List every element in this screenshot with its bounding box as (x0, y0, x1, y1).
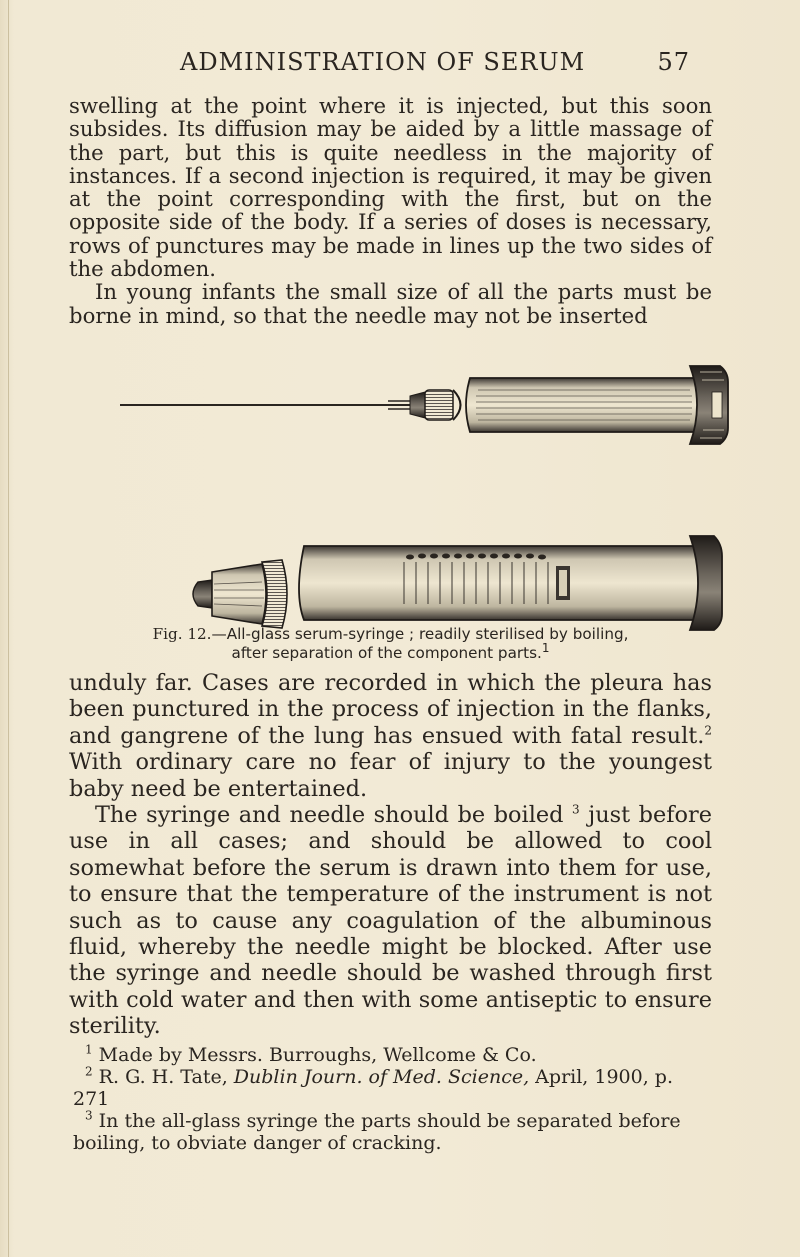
paragraph: swelling at the point where it is injected, but this soon subsides. Its diffusion may be aided by a little massage of the part, but this is quite needless in the majority of instances. If a second injection is required, it may be given at the point corresponding with the first, but on the opposite side of the body. If a series of doses is necessary, rows of punctures may be made in lines up the two sides of the abdomen. (69, 93, 712, 282)
syringe-barrel-drawing (466, 366, 728, 444)
body-text-bottom (69, 670, 712, 1040)
paragraph: The syringe and needle should be boiled $^3$ just before use in all cases; and should be allowed to cool somewhat before the serum is drawn into them for use, to ensure that the temperature of the instrument is not such as to cause any coagulation of the albuminous fluid, whereby the needle might be blocked. After use the syringe and needle should be washed through first with cold water and then with some antiseptic to ensure sterility. (69, 802, 712, 1040)
running-title: ADMINISTRATION OF SERUM (180, 48, 586, 76)
plunger-tip-drawing (193, 560, 287, 628)
paragraph: In young infants the small size of all the parts must be borne in mind, so that the needle may not be inserted (69, 279, 712, 328)
footnote-ref: 2 (704, 723, 712, 738)
footnote: $^1$ Made by Messrs. Burroughs, Wellcome & Co. (85, 1042, 537, 1066)
plunger-drawing (299, 536, 722, 630)
needle-drawing (120, 390, 461, 420)
paragraph: unduly far. Cases are recorded in which the pleura has been punctured in the process of injection in the flanks, and gangrene of the lung has ensued with fatal result.$^2$ With ordinary care no fear of injury to the youngest baby need be entertained. (69, 670, 712, 802)
footnote-ref: 3 (572, 802, 580, 817)
caption-line-1: —All-glass serum-syringe ; readily sterilised by boiling, (211, 625, 629, 643)
footnote-ref: 1 (541, 640, 550, 655)
caption-line-2: after separation of the component parts. (231, 644, 542, 662)
figure-label: Fig. 12. (152, 625, 212, 643)
footnote: $^3$ In the all-glass syringe the parts should be separated before boiling, to obviate danger of cracking. (73, 1108, 681, 1154)
footnotes (73, 1044, 713, 1154)
figure-caption (69, 625, 712, 663)
page-number: 57 (657, 48, 690, 76)
footnote: $^2$ R. G. H. Tate, Dublin Journ. of Med. Science, April, 1900, p. 271 (73, 1064, 674, 1110)
